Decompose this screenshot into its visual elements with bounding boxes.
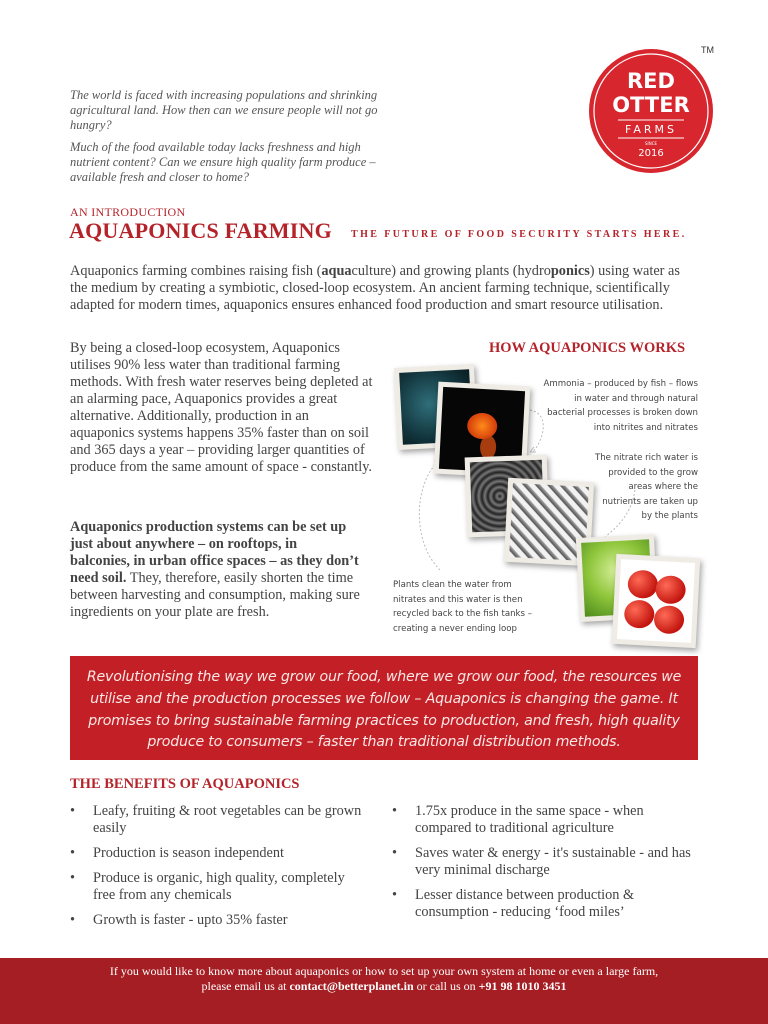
- note-plants-clean: Plants clean the water from nitrates and this water is then recycled back to the fish tanks – creating a never ending loop: [393, 580, 533, 634]
- anywhere-bold: Aquaponics production systems can be set up just about anywhere – on rooftops, in balconies, in urban office spaces – as they don’t need soil.: [70, 519, 359, 586]
- benefit-item: • Produce is organic, high quality, completely free from any chemicals: [70, 870, 370, 904]
- benefits-title: THE BENEFITS OF AQUAPONICS: [70, 776, 300, 792]
- para1-part-c: culture) and growing plants (hydro: [351, 263, 551, 279]
- footer-phone-link[interactable]: +91 98 1010 3451: [478, 978, 567, 993]
- footer-email-link[interactable]: contact@betterplanet.in: [289, 978, 414, 993]
- footer-line-1: If you would like to know more about aquaponics or how to set up your own system at home or even a large farm,: [109, 964, 659, 978]
- intro-paragraph: [70, 263, 700, 314]
- para1-bold-aqua: aqua: [321, 263, 352, 279]
- benefit-item: • 1.75x produce in the same space - when compared to traditional agriculture: [392, 803, 702, 837]
- intro-question-1: The world is faced with increasing populations and shrinking agricultural land. How then can we ensure people will not go hungry?: [70, 88, 378, 132]
- para1-part-e: ) using water as the medium by creating a symbiotic, closed-loop ecosystem. An ancient farming technique, scientifically adapted for modern times, aquaponics ensures enhanced food production and smart resource utilisation.: [70, 263, 680, 313]
- logo-text-red: RED: [627, 69, 675, 93]
- anywhere-rest: They, therefore, easily shorten the time between harvesting and consumption, making sure ingredients on your plate are fresh.: [70, 570, 360, 620]
- benefit-item: • Saves water & energy - it's sustainable - and has very minimal discharge: [392, 845, 702, 879]
- logo-text-farms: FARMS: [625, 123, 677, 136]
- benefit-item: • Production is season independent: [70, 845, 370, 862]
- intro-question-2: Much of the food available today lacks freshness and high nutrient content? Can we ensure high quality farm produce – available fresh and closer to home?: [70, 140, 376, 184]
- footer-call-text: or call us on: [413, 978, 479, 993]
- benefit-item: • Growth is faster - upto 35% faster: [70, 912, 370, 929]
- banner: [70, 656, 698, 760]
- benefits-list-left: [70, 803, 370, 937]
- footer-text: [0, 964, 768, 993]
- page-tagline: THE FUTURE OF FOOD SECURITY STARTS HERE.: [351, 229, 687, 240]
- benefit-item: • Leafy, fruiting & root vegetables can be grown easily: [70, 803, 370, 837]
- logo-text-otter: OTTER: [612, 93, 690, 117]
- para1-part-a: Aquaponics farming combines raising fish (: [70, 263, 322, 279]
- trademark-symbol: TM: [701, 45, 714, 55]
- benefits-list-right: [392, 803, 702, 929]
- para1-bold-ponics: ponics: [550, 263, 590, 279]
- water-savings-paragraph: By being a closed-loop ecosystem, Aquaponics utilises 90% less water than traditional farming methods. With fresh water reserves being depleted at an alarming pace, Aquaponics provides a great alternative. Additionally, production in an aquaponics systems happens 35% faster than on soil and 365 days a year – providing larger quantities of produce from the same amount of space - constantly.: [70, 340, 373, 475]
- logo-text-since: SINCE: [644, 141, 658, 146]
- note-nitrate: The nitrate rich water is provided to the grow areas where the nutrients are taken up by the plants: [594, 453, 698, 522]
- note-ammonia: Ammonia – produced by fish – flows in water and through natural bacterial processes is broken down into nitrites and nitrates: [543, 379, 698, 433]
- logo-text-year: 2016: [638, 148, 664, 159]
- benefit-item: • Lesser distance between production & consumption - reducing ‘food miles’: [392, 887, 702, 921]
- footer-email-prefix: please email us at: [201, 978, 290, 993]
- footer-line-2: [0, 979, 768, 994]
- section-kicker: AN INTRODUCTION: [70, 205, 186, 219]
- footer: [0, 958, 768, 1024]
- page-title: AQUAPONICS FARMING: [69, 218, 332, 243]
- how-it-works-title: HOW AQUAPONICS WORKS: [489, 340, 686, 356]
- banner-text: Revolutionising the way we grow our food, where we grow our food, the resources we utilise and the production processes we follow – Aquaponics is changing the game. It promises to bring sustainable farming practices to production, and fresh, high quality produce to consumers – faster than traditional distribution methods.: [86, 669, 682, 751]
- red-otter-farms-logo: [588, 48, 714, 174]
- photo-tomatoes: [612, 554, 701, 648]
- anywhere-paragraph: [70, 519, 360, 621]
